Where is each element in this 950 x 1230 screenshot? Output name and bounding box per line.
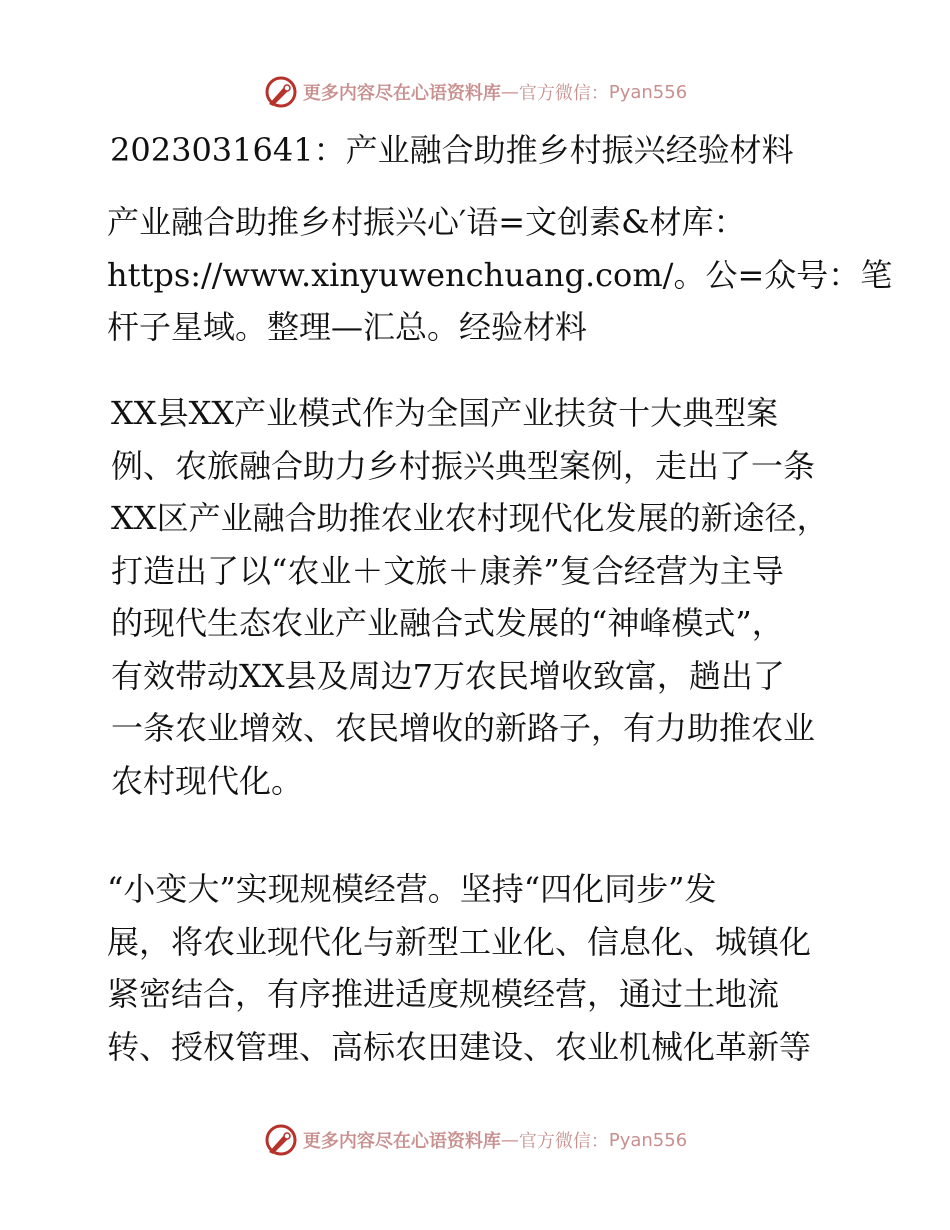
paragraph-line: 打造出了以“农业＋文旅＋康养”复合经营为主导 [111, 551, 784, 590]
paragraph-line: 一条农业增效、农民增收的新路子，有力助推农业 [111, 709, 816, 747]
document-title: 2023031641：产业融合助推乡村振兴经验材料 [110, 131, 794, 169]
paragraph-line: 有效带动XX县及周边7万农民增收致富，趟出了 [111, 656, 785, 695]
paragraph-source-note [97, 196, 893, 354]
watermark-dash: — [500, 1129, 519, 1151]
watermark-wechat-id: Pyan556 [608, 81, 688, 103]
paragraph-line: 转、授权管理、高标农田建设、农业机械化革新等 [107, 1027, 812, 1066]
paragraph-line: 产业融合助推乡村振兴心′语=文创素&材库： [107, 203, 746, 241]
paragraph-line: 紧密结合，有序推进适度规模经营，通过土地流 [107, 975, 780, 1013]
paragraph-line: “小变大”实现规模经营。坚持“四化同步”发 [107, 870, 717, 908]
watermark-wechat-id: Pyan556 [608, 1129, 688, 1151]
paragraph-line: 例、农旅融合助力乡村振兴典型案例，走出了一条 [111, 446, 816, 485]
pen-nib-logo-icon [263, 1122, 299, 1158]
footer-watermark [0, 1120, 950, 1160]
watermark-wechat-label: 官方微信： [518, 83, 609, 104]
paragraph-intro [97, 387, 853, 807]
paragraph-scale-operation [97, 863, 853, 1073]
paragraph-line: XX区产业融合助推农业农村现代化发展的新途径， [111, 499, 829, 537]
paragraph-line-url: https://www.xinyuwenchuang.com/。公=众号：笔 [107, 255, 893, 294]
paragraph-line: XX县XX产业模式作为全国产业扶贫十大典型案 [111, 394, 779, 432]
paragraph-line: 农村现代化。 [111, 761, 304, 800]
paragraph-line: 的现代生态农业产业融合式发展的“神峰模式”， [111, 604, 784, 642]
watermark-main-text: 更多内容尽在心语资料库 [302, 1131, 501, 1152]
paragraph-line: 杆子星域。整理—汇总。经验材料 [107, 308, 588, 346]
watermark-wechat-label: 官方微信： [518, 1131, 609, 1152]
watermark-dash: — [500, 81, 519, 103]
header-watermark [0, 72, 950, 112]
paragraph-line: 展，将农业现代化与新型工业化、信息化、城镇化 [107, 922, 812, 961]
watermark-main-text: 更多内容尽在心语资料库 [302, 83, 501, 104]
pen-nib-logo-icon [263, 74, 299, 110]
